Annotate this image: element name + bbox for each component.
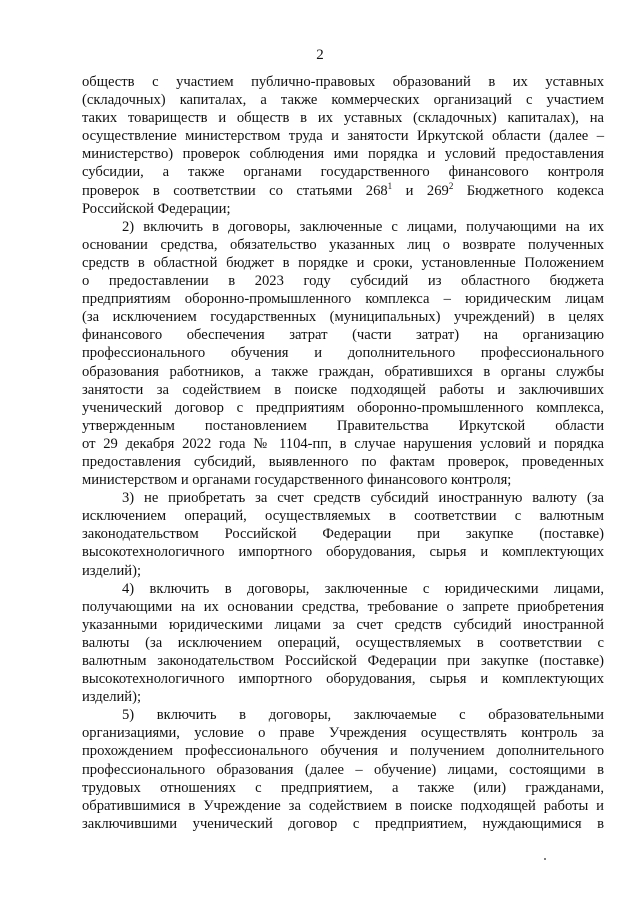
text-line: от 29 декабря 2022 года № 1104-пп, в случае нарушения условий и порядка — [82, 435, 604, 452]
text-line: 2) включить в договоры, заключенные с лицами, получающими на их — [122, 218, 604, 235]
text-line: министерство) проверок соблюдения ими порядка и условий предоставления — [82, 146, 604, 163]
paragraph-1 — [82, 73, 604, 218]
text-line: (складочных) капиталах, а также коммерческих организаций с участием — [82, 92, 604, 109]
text-line: (за исключением государственных (муниципальных) учреждений) в целях — [82, 309, 604, 326]
text-line: получающими на их основании средства, требование о запрете приобретения — [82, 598, 604, 615]
text-line: таких товариществ и обществ в их уставных (складочных) капиталах), на — [82, 110, 604, 127]
text-line: профессионального обучения и дополнительного профессионального — [82, 345, 604, 362]
text-line: трудовых отношениях с предприятием, а также (или) гражданами, — [82, 779, 604, 796]
text-line: законодательством Российской Федерации при закупке (поставке) — [82, 526, 604, 543]
text-segment: проверок в соответствии со статьями 268 — [82, 182, 388, 199]
text-line: образования работников, а также граждан, обратившихся в органы службы — [82, 363, 604, 380]
text-segment: и 269 — [392, 182, 449, 199]
text-line: профессионального образования (далее – обучение) лицами, состоящими в — [82, 761, 604, 778]
text-line: занятости за содействием в поиске подходящей работы и заключивших — [82, 381, 604, 398]
text-line: высокотехнологичного импортного оборудования, сырья и комплектующих — [82, 671, 604, 688]
text-line: изделий); — [82, 689, 142, 706]
text-line: заключившими ученический договор с предприятием, нуждающимися в — [82, 815, 604, 832]
text-line: 4) включить в договоры, заключенные с юридическими лицами, — [122, 580, 604, 597]
text-line: организациями, условие о праве Учреждения осуществлять контроль за — [82, 725, 604, 742]
text-line: предоставления субсидий, выявленного по фактам проверок, проведенных — [82, 453, 604, 470]
text-line: обществ с участием публично-правовых образований в их уставных — [82, 74, 604, 90]
text-line: обратившимися в Учреждение за содействием в поиске подходящей работы и — [82, 797, 604, 814]
text-line: субсидии, а также органами государственного финансового контроля — [82, 164, 604, 181]
text-line: 5) включить в договоры, заключаемые с образовательными — [122, 707, 604, 724]
page-number: 2 — [316, 47, 324, 63]
text-line: указанными юридическими лицами за счет средств субсидий иностранной — [82, 616, 604, 633]
text-line: финансового обеспечения затрат (части затрат) на организацию — [82, 327, 604, 344]
text-line: осуществление министерством труда и занятости Иркутской области (далее – — [82, 128, 604, 145]
paragraph-2 — [82, 218, 604, 489]
text-line-with-superscripts — [82, 182, 604, 200]
text-line: основании средства, обязательство указанных лиц о возврате полученных — [82, 236, 604, 253]
text-line: валюты (за исключением операций, осуществляемых в соответствии с — [82, 634, 604, 651]
text-line: изделий); — [82, 562, 142, 579]
text-line: 3) не приобретать за счет средств субсидий иностранную валюту (за — [122, 490, 604, 507]
text-line: исключением операций, осуществляемых в соответствии с валютным — [82, 508, 604, 525]
text-line: прохождением профессионального обучения и получением дополнительного — [82, 743, 604, 760]
footnote-superscript: 2 — [448, 180, 454, 191]
text-line: предприятиям оборонно-промышленного комплекса – юридическим лицам — [82, 291, 604, 308]
text-segment: Бюджетного кодекса — [453, 182, 604, 199]
text-line: валютным законодательством Российской Федерации при закупке (поставке) — [82, 653, 604, 669]
text-line: министерством и органами государственного финансового контроля; — [82, 472, 512, 489]
text-line: ученический договор с предприятиям оборонно-промышленного комплекса, — [82, 399, 604, 416]
text-line: высокотехнологичного импортного оборудования, сырья и комплектующих — [82, 544, 604, 561]
footnote-superscript: 1 — [387, 180, 393, 191]
text-line: Российской Федерации; — [82, 200, 231, 217]
text-line: средств в областной бюджет в порядке и сроки, установленные Положением — [82, 254, 604, 271]
text-line: утвержденным постановлением Правительства Иркутской области — [82, 417, 604, 434]
scan-speck — [544, 858, 546, 860]
paragraph-4 — [82, 580, 604, 707]
text-line: о предоставлении в 2023 году субсидий из областного бюджета — [82, 273, 604, 290]
document-body — [82, 73, 604, 833]
paragraph-3 — [82, 489, 604, 579]
paragraph-5 — [82, 706, 604, 833]
